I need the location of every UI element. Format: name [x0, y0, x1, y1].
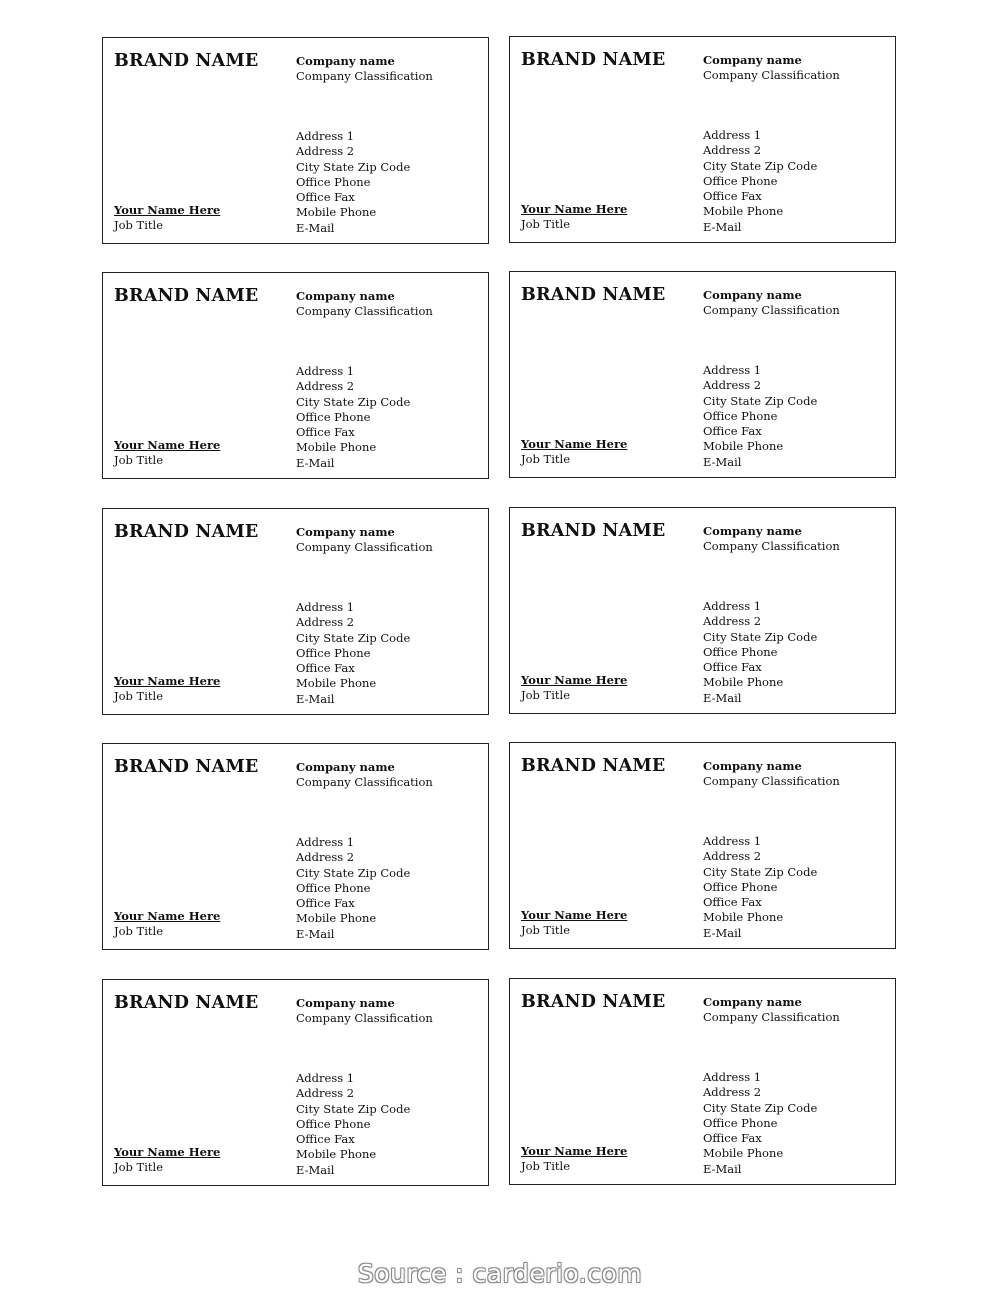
- mobile-phone: Mobile Phone: [296, 1147, 377, 1162]
- office-fax: Office Fax: [703, 660, 762, 675]
- address-line-2: Address 2: [703, 378, 762, 393]
- job-title: Job Title: [521, 1159, 571, 1173]
- address-line-1: Address 1: [703, 599, 762, 613]
- business-card: [102, 37, 489, 244]
- brand-name: BRAND NAME: [114, 757, 259, 777]
- person-name: Your Name Here: [114, 203, 221, 217]
- city-state-zip: City State Zip Code: [703, 864, 818, 879]
- company-classification: Company Classification: [296, 540, 433, 554]
- job-title: Job Title: [521, 452, 571, 466]
- office-phone: Office Phone: [296, 174, 371, 189]
- company-name: Company name: [703, 995, 802, 1009]
- person-name: Your Name Here: [114, 674, 221, 688]
- office-fax: Office Fax: [703, 895, 762, 910]
- company-name: Company name: [296, 525, 395, 539]
- person-name: Your Name Here: [114, 438, 221, 452]
- job-title: Job Title: [114, 924, 164, 938]
- mobile-phone: Mobile Phone: [703, 439, 784, 454]
- contact-block: [703, 1070, 817, 1177]
- city-state-zip: City State Zip Code: [703, 158, 818, 173]
- brand-name: BRAND NAME: [521, 992, 666, 1012]
- mobile-phone: Mobile Phone: [703, 675, 784, 690]
- email: E-Mail: [703, 219, 742, 234]
- company-classification: Company Classification: [703, 539, 840, 553]
- email: E-Mail: [703, 454, 742, 469]
- business-card: [509, 36, 896, 243]
- contact-block: [703, 128, 817, 235]
- business-card: [509, 742, 896, 949]
- office-fax: Office Fax: [296, 1132, 355, 1147]
- email: E-Mail: [296, 691, 335, 706]
- contact-block: [296, 364, 410, 471]
- brand-name: BRAND NAME: [521, 50, 666, 70]
- contact-block: [296, 600, 410, 707]
- business-card: [102, 979, 489, 1186]
- office-fax: Office Fax: [703, 1131, 762, 1146]
- office-fax: Office Fax: [703, 424, 762, 439]
- office-phone: Office Phone: [703, 408, 778, 423]
- person-name: Your Name Here: [114, 909, 221, 923]
- contact-block: [296, 835, 410, 942]
- contact-block: [703, 834, 817, 941]
- business-card: [102, 743, 489, 950]
- job-title: Job Title: [114, 1160, 164, 1174]
- person-name: Your Name Here: [114, 1145, 221, 1159]
- city-state-zip: City State Zip Code: [296, 865, 411, 880]
- company-name: Company name: [703, 288, 802, 302]
- mobile-phone: Mobile Phone: [703, 1146, 784, 1161]
- address-line-1: Address 1: [703, 128, 762, 142]
- business-card: [509, 271, 896, 478]
- email: E-Mail: [703, 690, 742, 705]
- job-title: Job Title: [114, 453, 164, 467]
- brand-name: BRAND NAME: [114, 286, 259, 306]
- address-line-2: Address 2: [703, 143, 762, 158]
- office-fax: Office Fax: [296, 661, 355, 676]
- company-name: Company name: [296, 996, 395, 1010]
- address-line-2: Address 2: [296, 1086, 355, 1101]
- company-classification: Company Classification: [703, 303, 840, 317]
- office-phone: Office Phone: [703, 173, 778, 188]
- brand-name: BRAND NAME: [114, 993, 259, 1013]
- mobile-phone: Mobile Phone: [296, 676, 377, 691]
- address-line-1: Address 1: [296, 600, 355, 614]
- company-classification: Company Classification: [296, 775, 433, 789]
- person-name: Your Name Here: [521, 908, 628, 922]
- office-phone: Office Phone: [296, 409, 371, 424]
- office-fax: Office Fax: [296, 425, 355, 440]
- office-fax: Office Fax: [296, 190, 355, 205]
- mobile-phone: Mobile Phone: [296, 911, 377, 926]
- address-line-2: Address 2: [703, 849, 762, 864]
- business-card: [509, 507, 896, 714]
- company-classification: Company Classification: [703, 774, 840, 788]
- city-state-zip: City State Zip Code: [296, 159, 411, 174]
- job-title: Job Title: [114, 218, 164, 232]
- email: E-Mail: [296, 926, 335, 941]
- office-phone: Office Phone: [296, 645, 371, 660]
- company-name: Company name: [296, 760, 395, 774]
- email: E-Mail: [296, 455, 335, 470]
- city-state-zip: City State Zip Code: [703, 393, 818, 408]
- address-line-2: Address 2: [703, 614, 762, 629]
- city-state-zip: City State Zip Code: [703, 629, 818, 644]
- person-name: Your Name Here: [521, 437, 628, 451]
- brand-name: BRAND NAME: [521, 521, 666, 541]
- job-title: Job Title: [521, 688, 571, 702]
- address-line-1: Address 1: [296, 129, 355, 143]
- office-phone: Office Phone: [296, 880, 371, 895]
- mobile-phone: Mobile Phone: [296, 205, 377, 220]
- brand-name: BRAND NAME: [114, 51, 259, 71]
- mobile-phone: Mobile Phone: [296, 440, 377, 455]
- address-line-2: Address 2: [296, 379, 355, 394]
- contact-block: [296, 1071, 410, 1178]
- contact-block: [703, 599, 817, 706]
- office-phone: Office Phone: [703, 879, 778, 894]
- company-name: Company name: [703, 524, 802, 538]
- address-line-2: Address 2: [703, 1085, 762, 1100]
- brand-name: BRAND NAME: [114, 522, 259, 542]
- business-card: [102, 508, 489, 715]
- contact-block: [703, 363, 817, 470]
- email: E-Mail: [296, 1162, 335, 1177]
- email: E-Mail: [703, 1161, 742, 1176]
- person-name: Your Name Here: [521, 202, 628, 216]
- mobile-phone: Mobile Phone: [703, 204, 784, 219]
- address-line-2: Address 2: [296, 850, 355, 865]
- office-fax: Office Fax: [296, 896, 355, 911]
- source-watermark: Source : carderio.com: [357, 1259, 643, 1288]
- address-line-2: Address 2: [296, 615, 355, 630]
- company-classification: Company Classification: [296, 304, 433, 318]
- company-classification: Company Classification: [296, 69, 433, 83]
- company-classification: Company Classification: [296, 1011, 433, 1025]
- office-phone: Office Phone: [703, 1115, 778, 1130]
- office-phone: Office Phone: [296, 1116, 371, 1131]
- address-line-1: Address 1: [296, 1071, 355, 1085]
- company-classification: Company Classification: [703, 1010, 840, 1024]
- city-state-zip: City State Zip Code: [703, 1100, 818, 1115]
- mobile-phone: Mobile Phone: [703, 910, 784, 925]
- address-line-1: Address 1: [296, 364, 355, 378]
- address-line-1: Address 1: [703, 834, 762, 848]
- company-name: Company name: [703, 53, 802, 67]
- city-state-zip: City State Zip Code: [296, 1101, 411, 1116]
- job-title: Job Title: [521, 923, 571, 937]
- address-line-1: Address 1: [296, 835, 355, 849]
- city-state-zip: City State Zip Code: [296, 394, 411, 409]
- email: E-Mail: [296, 220, 335, 235]
- company-name: Company name: [296, 289, 395, 303]
- address-line-1: Address 1: [703, 363, 762, 377]
- company-name: Company name: [296, 54, 395, 68]
- address-line-2: Address 2: [296, 144, 355, 159]
- contact-block: [296, 129, 410, 236]
- job-title: Job Title: [114, 689, 164, 703]
- person-name: Your Name Here: [521, 673, 628, 687]
- office-fax: Office Fax: [703, 189, 762, 204]
- business-card: [509, 978, 896, 1185]
- person-name: Your Name Here: [521, 1144, 628, 1158]
- email: E-Mail: [703, 925, 742, 940]
- office-phone: Office Phone: [703, 644, 778, 659]
- brand-name: BRAND NAME: [521, 756, 666, 776]
- business-card: [102, 272, 489, 479]
- address-line-1: Address 1: [703, 1070, 762, 1084]
- company-classification: Company Classification: [703, 68, 840, 82]
- job-title: Job Title: [521, 217, 571, 231]
- city-state-zip: City State Zip Code: [296, 630, 411, 645]
- company-name: Company name: [703, 759, 802, 773]
- brand-name: BRAND NAME: [521, 285, 666, 305]
